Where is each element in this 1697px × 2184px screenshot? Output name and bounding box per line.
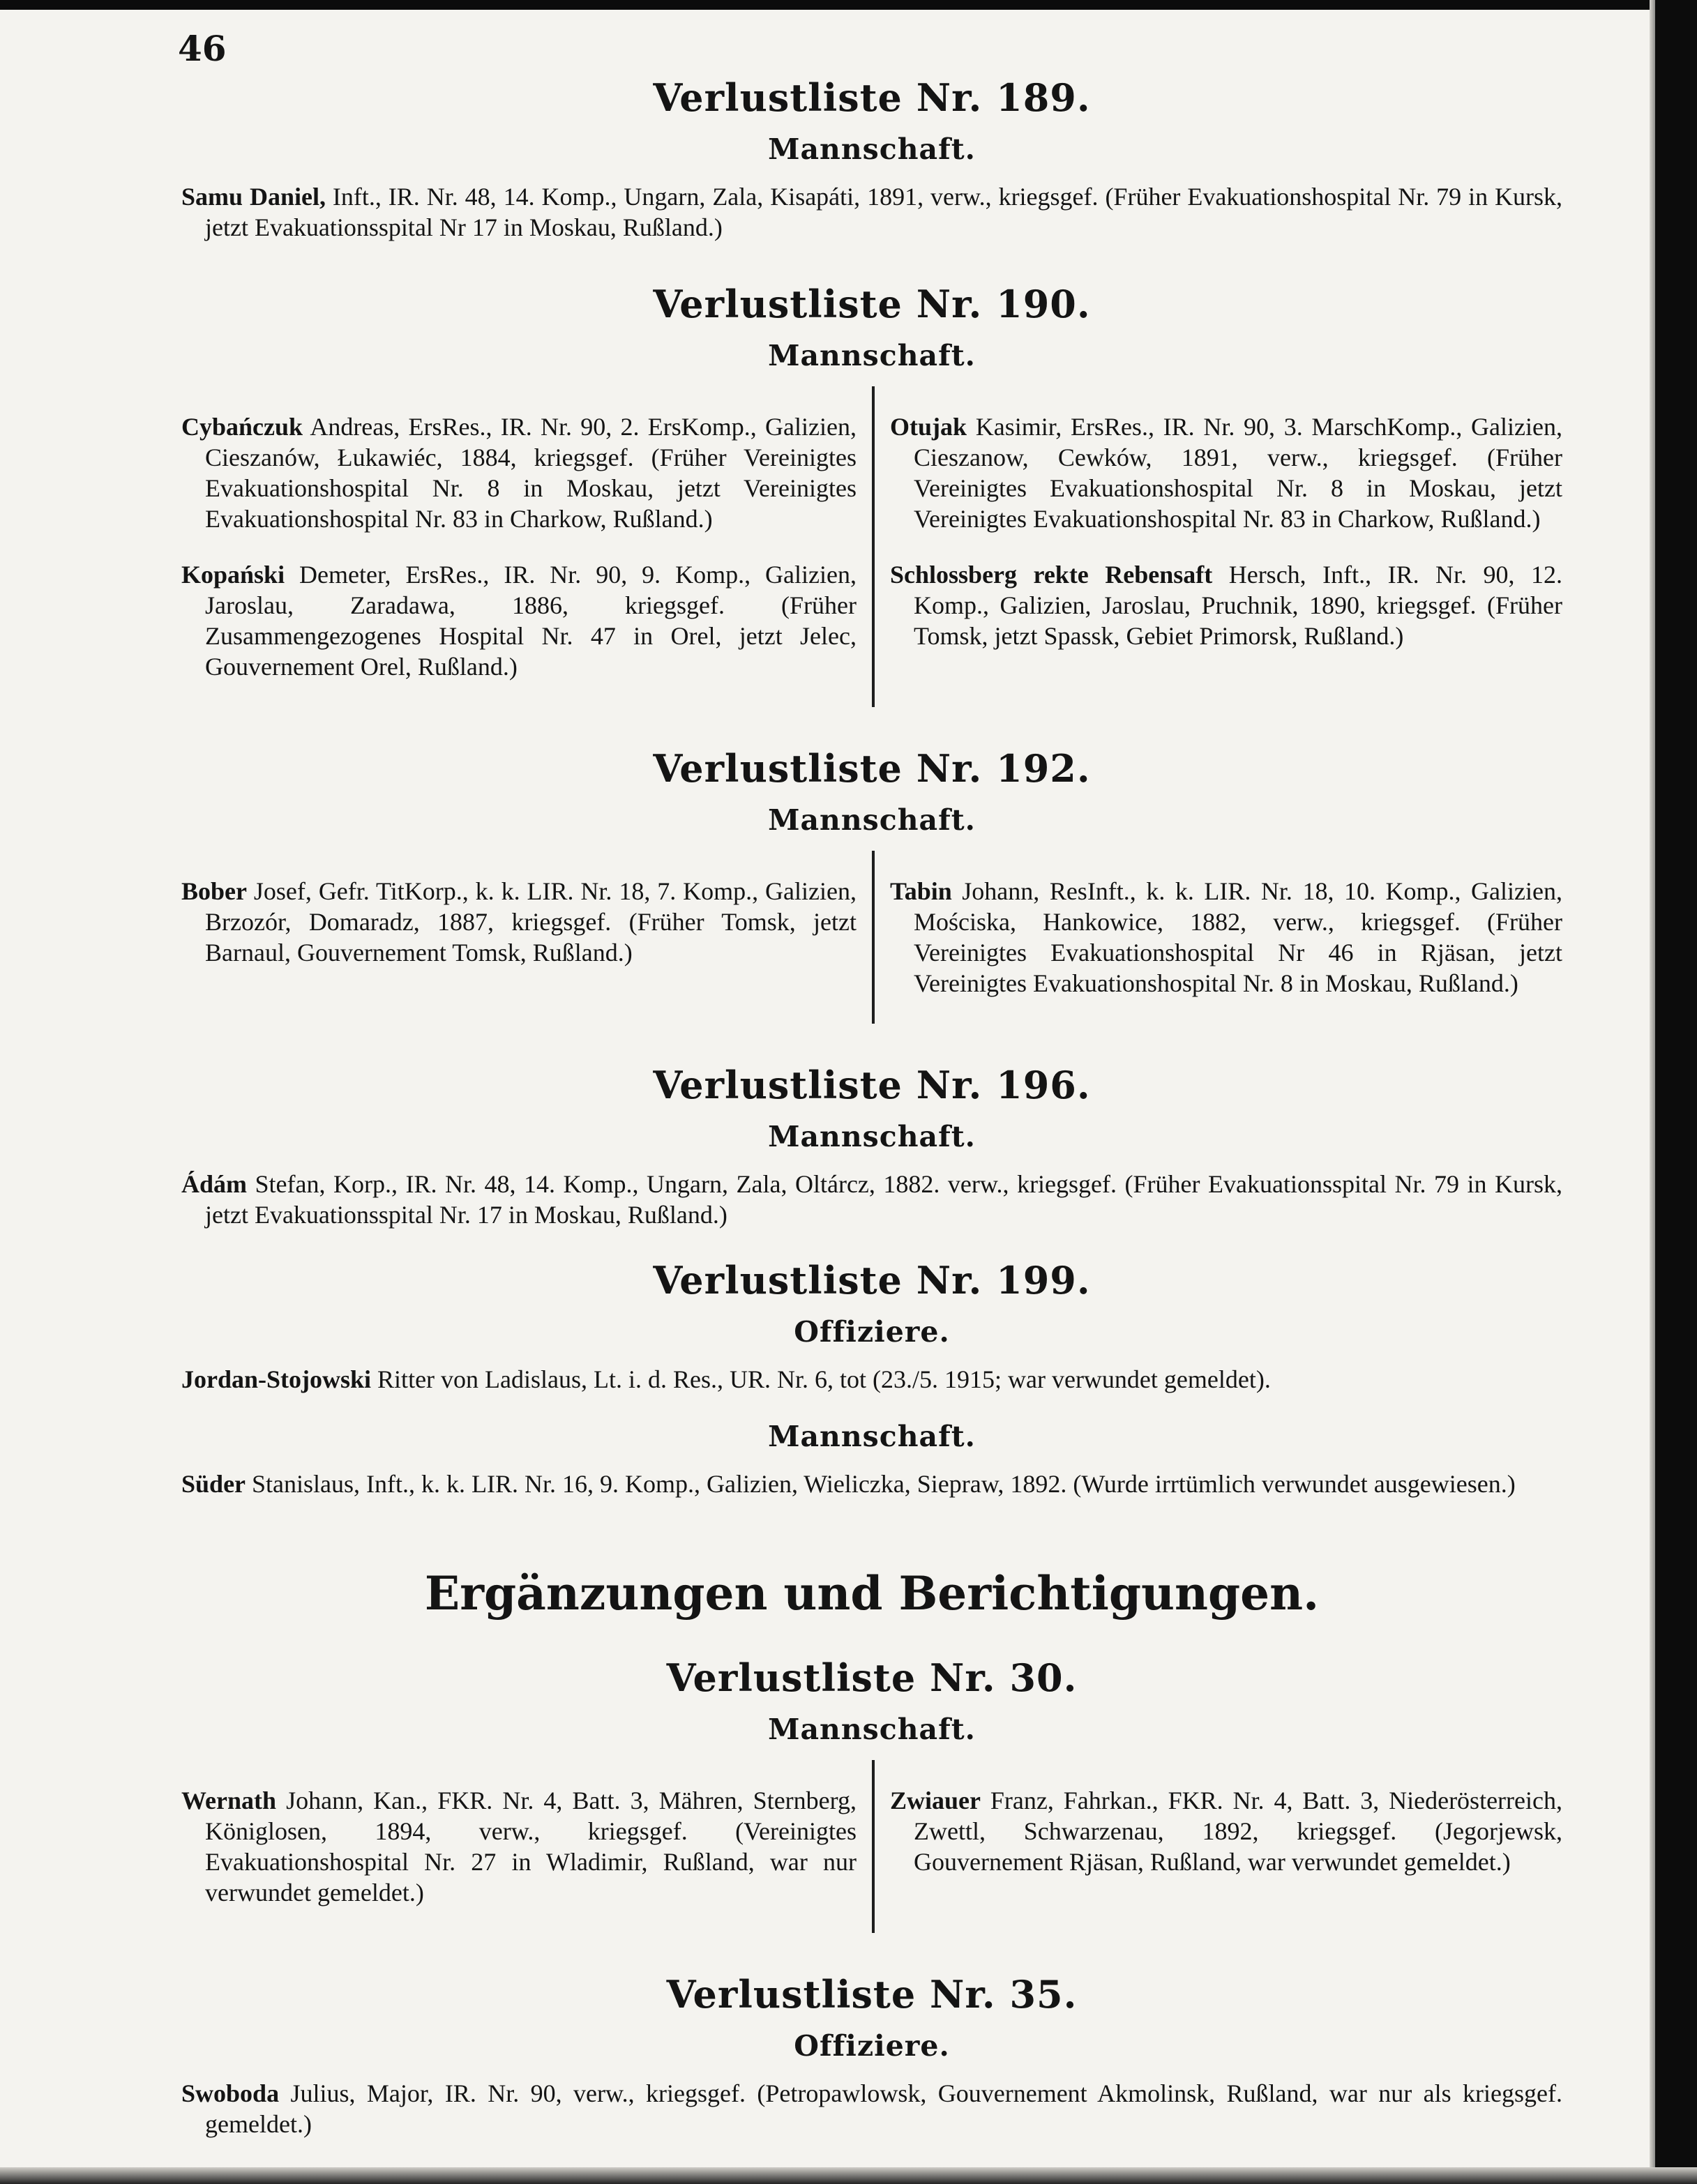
casualty-details: Kasimir, ErsRes., IR. Nr. 90, 3. MarschKomp., Galizien, Cieszanow, Cewków, 1891, verw., kriegsgef. (Früher Vereinigtes Evakuationshospital Nr. 8 in Moskau, jetzt Vereinigtes Evakuationshospital Nr. 83 in Charkow, Rußland.): [914, 413, 1562, 533]
casualty-name: Wernath: [181, 1787, 277, 1814]
section-title: Verlustliste Nr. 190.: [653, 282, 1091, 326]
section-verlustliste-30: [181, 1655, 1562, 1933]
casualty-name: Samu Daniel,: [181, 183, 326, 211]
section-subtitle: Mannschaft.: [768, 1713, 976, 1746]
casualty-details: Stanislaus, Inft., k. k. LIR. Nr. 16, 9. Komp., Galizien, Wieliczka, Siepraw, 1892. (Wurde irrtümlich verwundet ausgewiesen.): [246, 1470, 1516, 1498]
casualty-name: Zwiauer: [890, 1787, 981, 1814]
casualty-entry: [181, 411, 857, 534]
casualty-details: Johann, Kan., FKR. Nr. 4, Batt. 3, Mähren, Sternberg, Königlosen, 1894, verw., kriegsgef. (Vereinigtes Evakuationshospital Nr. 27 in Wladimir, Rußland, war nur verwundet gemeldet.): [205, 1787, 857, 1906]
casualty-entry: [181, 876, 857, 968]
casualty-entry: [890, 559, 1562, 651]
casualty-name: Cybańczuk: [181, 413, 303, 441]
section-title: Verlustliste Nr. 192.: [653, 746, 1091, 791]
casualty-details: Julius, Major, IR. Nr. 90, verw., kriegsgef. (Petropawlowsk, Gouvernement Akmolinsk, Rußland, war nur als kriegsgef. gemeldet.): [205, 2079, 1562, 2138]
casualty-details: Johann, ResInft., k. k. LIR. Nr. 18, 10. Komp., Galizien, Mościska, Hankowice, 1882, verw., kriegsgef. (Früher Vereinigtes Evakuationshospital Nr 46 in Rjäsan, jetzt Vereinigtes Evakuationshospital Nr. 8 in Moskau, Rußland.): [914, 877, 1562, 997]
section-verlustliste-189: [181, 75, 1562, 243]
casualty-details: Demeter, ErsRes., IR. Nr. 90, 9. Komp., Galizien, Jaroslau, Zaradawa, 1886, kriegsgef. (Früher Zusammengezogenes Hospital Nr. 47 in Orel, jetzt Jelec, Gouvernement Orel, Rußland.): [205, 561, 857, 681]
casualty-details: Andreas, ErsRes., IR. Nr. 90, 2. ErsKomp., Galizien, Cieszanów, Łukawiéc, 1884, kriegsgef. (Früher Vereinigtes Evakuationshospital Nr. 8 in Moskau, jetzt Vereinigtes Evakuationshospital Nr. 83 in Charkow, Rußland.): [205, 413, 857, 533]
section-subtitle-officers: Offiziere.: [794, 1315, 950, 1349]
casualty-entry: [181, 1469, 1562, 1499]
casualty-details: Stefan, Korp., IR. Nr. 48, 14. Komp., Ungarn, Zala, Oltárcz, 1882. verw., kriegsgef. (Früher Evakuationsspital Nr. 79 in Kursk, jetzt Evakuationsspital Nr. 17 in Moskau, Rußland.): [205, 1170, 1562, 1229]
section-subtitle: Mannschaft.: [768, 132, 976, 166]
section-title: Verlustliste Nr. 196.: [653, 1063, 1091, 1107]
casualty-entry: [181, 181, 1562, 243]
page-number: 46: [178, 28, 227, 69]
section-title: Verlustliste Nr. 30.: [666, 1655, 1078, 1700]
casualty-name: Jordan-Stojowski: [181, 1365, 372, 1393]
section-subtitle: Offiziere.: [794, 2029, 950, 2063]
casualty-details: Inft., IR. Nr. 48, 14. Komp., Ungarn, Zala, Kisapáti, 1891, verw., kriegsgef. (Früher Evakuationshospital Nr. 79 in Kursk, jetzt Evakuationsspital Nr 17 in Moskau, Rußland.): [205, 183, 1562, 241]
right-column: [872, 1760, 1562, 1933]
casualty-name: Kopański: [181, 561, 285, 589]
section-subtitle: Mannschaft.: [768, 339, 976, 372]
casualty-name: Otujak: [890, 413, 967, 441]
casualty-entry: [890, 876, 1562, 999]
left-column: [181, 386, 872, 707]
casualty-details: Ritter von Ladislaus, Lt. i. d. Res., UR. Nr. 6, tot (23./5. 1915; war verwundet gemeldet).: [371, 1365, 1271, 1393]
scan-edge-right: [1655, 0, 1697, 2184]
section-verlustliste-199: [181, 1258, 1562, 1499]
two-column-entries: [181, 386, 1562, 707]
left-column: [181, 851, 872, 1024]
casualty-entry: [890, 411, 1562, 534]
casualty-details: Josef, Gefr. TitKorp., k. k. LIR. Nr. 18, 7. Komp., Galizien, Brzozór, Domaradz, 1887, kriegsgef. (Früher Tomsk, jetzt Barnaul, Gouvernement Tomsk, Rußland.): [205, 877, 857, 966]
section-subtitle-men: Mannschaft.: [768, 1420, 976, 1453]
section-title: Verlustliste Nr. 35.: [666, 1972, 1078, 2017]
section-verlustliste-35: [181, 1972, 1562, 2139]
right-column: [872, 386, 1562, 707]
two-column-entries: [181, 1760, 1562, 1933]
casualty-name: Bober: [181, 877, 247, 905]
casualty-entry: [890, 1785, 1562, 1877]
two-column-entries: [181, 851, 1562, 1024]
right-column: [872, 851, 1562, 1024]
section-subtitle: Mannschaft.: [768, 803, 976, 837]
casualty-name: Süder: [181, 1470, 246, 1498]
scan-edge-top: [0, 0, 1697, 10]
section-supplements: [181, 1566, 1562, 1621]
casualty-entry: [181, 1364, 1562, 1395]
section-verlustliste-192: [181, 746, 1562, 1024]
casualty-name: Swoboda: [181, 2079, 280, 2107]
casualty-entry: [181, 2078, 1562, 2139]
scan-edge-bottom: [0, 2167, 1697, 2184]
section-verlustliste-196: [181, 1063, 1562, 1230]
casualty-entry: [181, 1169, 1562, 1230]
section-title: Verlustliste Nr. 189.: [653, 75, 1091, 120]
casualty-name: Tabin: [890, 877, 952, 905]
section-subtitle: Mannschaft.: [768, 1120, 976, 1153]
left-column: [181, 1760, 872, 1933]
casualty-entry: [181, 559, 857, 682]
page-content: [181, 75, 1562, 2164]
casualty-entry: [181, 1785, 857, 1908]
section-title: Verlustliste Nr. 199.: [653, 1258, 1091, 1303]
section-verlustliste-190: [181, 282, 1562, 707]
casualty-details: Hersch, Inft., IR. Nr. 90, 12. Komp., Galizien, Jaroslau, Pruchnik, 1890, kriegsgef. (Früher Tomsk, jetzt Spassk, Gebiet Primorsk, Rußland.): [914, 561, 1562, 650]
casualty-details: Franz, Fahrkan., FKR. Nr. 4, Batt. 3, Niederösterreich, Zwettl, Schwarzenau, 1892, kriegsgef. (Jegorjewsk, Gouvernement Rjäsan, Rußland, war verwundet gemeldet.): [914, 1787, 1562, 1876]
supplement-title: Ergänzungen und Berichtigungen.: [424, 1566, 1320, 1621]
casualty-name: Ádám: [181, 1170, 248, 1198]
casualty-name: Schlossberg rekte Rebensaft: [890, 561, 1213, 589]
